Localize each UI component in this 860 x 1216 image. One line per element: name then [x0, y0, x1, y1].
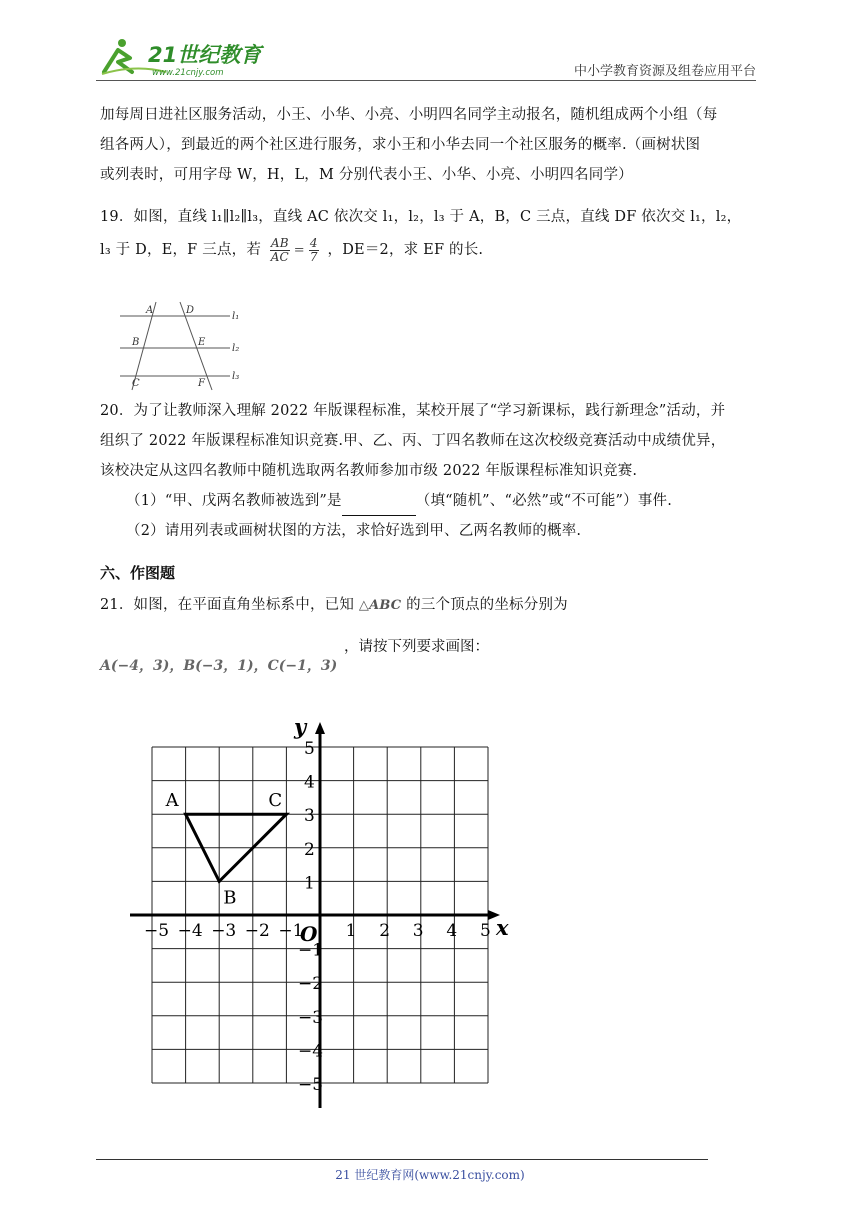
fig-label-l2: l₂ [232, 343, 240, 354]
section-title: 六、作图题 [100, 564, 176, 582]
question-21 [100, 590, 762, 620]
q20-line-3: 该校决定从这四名教师中随机选取两名教师参加市级 2022 年版课程标准知识竞赛. [100, 463, 638, 479]
x-tick-label: 4 [446, 921, 458, 941]
triangle-symbol: △ABC [358, 598, 402, 613]
intro-line-1: 加每周日进社区服务活动，小王、小华、小亮、小明四名同学主动报名，随机组成两个小组（每 [100, 107, 718, 123]
origin-label: O [300, 922, 318, 946]
y-tick-label: −3 [298, 1007, 324, 1028]
q19-parallel-lines-figure [112, 300, 242, 392]
vertex-point [285, 813, 288, 816]
y-axis-label: y [294, 714, 307, 739]
q20-sub-1-start: （1）“甲、戊两名教师被选到”是 [126, 493, 342, 509]
logo-url: www.21cnjy.com [152, 68, 224, 78]
fig-label-c: C [132, 378, 140, 389]
x-tick-label: −2 [244, 921, 270, 941]
vertex-point [184, 813, 187, 816]
y-tick-label: 5 [304, 739, 315, 759]
x-tick-label: 1 [345, 921, 357, 941]
vertex-label: C [268, 790, 283, 812]
y-tick-label: 4 [304, 772, 315, 793]
y-tick-label: 2 [304, 839, 315, 860]
x-tick-label: 2 [379, 921, 391, 941]
q20-sub-2: （2）请用列表或画树状图的方法，求恰好选到甲、乙两名教师的概率. [126, 523, 582, 539]
q20-sub-1 [100, 486, 762, 516]
x-tick-label: −1 [278, 921, 304, 941]
q21-line-2: ，请按下列要求画图： [344, 639, 489, 655]
fig-label-e: E [198, 337, 206, 348]
x-tick-label: −5 [144, 921, 170, 941]
frac-numerator: AB [270, 235, 289, 250]
frac-denominator: AC [270, 249, 289, 264]
q20-line-1: 20．为了让教师深入理解 2022 年版课程标准，某校开展了“学习新课标，践行新理念”活动，并 [100, 403, 726, 419]
value-numerator: 4 [309, 235, 318, 250]
header-divider [96, 80, 756, 81]
x-tick-label: −4 [177, 921, 203, 941]
fig-label-d: D [186, 305, 195, 316]
fig-label-b: B [132, 337, 140, 348]
q19-line-2-start: l₃ 于 D，E，F 三点，若 [100, 242, 262, 258]
q19-value-fraction [309, 237, 319, 264]
q19-line-1: 19．如图，直线 l₁∥l₂∥l₃，直线 AC 依次交 l₁，l₂，l₃ 于 A，B，C 三点，直线 DF 依次交 l₁，l₂， [100, 209, 742, 225]
vertex-label: A [165, 790, 179, 812]
y-tick-label: −5 [298, 1075, 324, 1095]
vertex-label: B [223, 887, 237, 909]
logo-text: 21世纪教育 [148, 43, 262, 67]
frac-equals: = [293, 243, 305, 258]
coordinate-plane [120, 712, 520, 1112]
q19-line-2-end: ，DE＝2，求 EF 的长. [327, 242, 484, 258]
q21-line-1-end: 的三个顶点的坐标分别为 [406, 597, 568, 613]
y-axis-arrow [315, 722, 325, 734]
q20-line-2: 组织了 2022 年版课程标准知识竞赛.甲、乙、丙、丁四名教师在这次校级竞赛活动中成绩优异， [100, 433, 726, 449]
site-logo [96, 36, 266, 80]
header-tagline: 中小学教育资源及组卷应用平台 [573, 64, 756, 79]
q21-line-1-start: 21．如图，在平面直角坐标系中，已知 [100, 597, 355, 613]
value-denominator: 7 [309, 249, 318, 264]
q20-sub-1-end: （填“随机”、“必然”或“不可能”）事件. [415, 493, 673, 509]
answer-blank [342, 499, 416, 516]
x-tick-label: 3 [412, 921, 424, 941]
y-tick-label: −1 [298, 940, 324, 961]
y-tick-label: −4 [298, 1041, 324, 1062]
y-tick-label: −2 [298, 974, 324, 995]
vertex-point [218, 880, 221, 883]
q21-coordinates: A(−4，3)，B(−3，1)，C(−1，3) [100, 658, 338, 674]
fig-label-l3: l₃ [232, 371, 240, 382]
question-20 [100, 396, 762, 546]
fig-label-a: A [146, 305, 154, 316]
fig-label-l1: l₁ [232, 311, 240, 322]
intro-line-3: 或列表时，可用字母 W，H，L，M 分别代表小王、小华、小亮、小明四名同学） [100, 167, 633, 183]
intro-line-2: 组各两人），到最近的两个社区进行服务，求小王和小华去同一个社区服务的概率.（画树状图 [100, 137, 701, 153]
x-tick-label: −3 [211, 921, 237, 941]
x-tick-label: 5 [480, 921, 491, 941]
footer-divider [96, 1159, 708, 1160]
question-19 [100, 202, 762, 268]
y-tick-label: 1 [304, 873, 315, 894]
q19-line-2 [100, 232, 762, 268]
y-tick-label: 3 [304, 806, 315, 827]
footer-text: 21 世纪教育网(www.21cnjy.com) [335, 1168, 525, 1182]
triangle-abc [165, 790, 288, 908]
fig-label-f: F [198, 378, 205, 389]
intro-paragraph [100, 100, 762, 190]
x-axis-label: x [496, 915, 509, 940]
q19-ratio-fraction [270, 237, 290, 264]
q21-line-1 [100, 590, 762, 620]
